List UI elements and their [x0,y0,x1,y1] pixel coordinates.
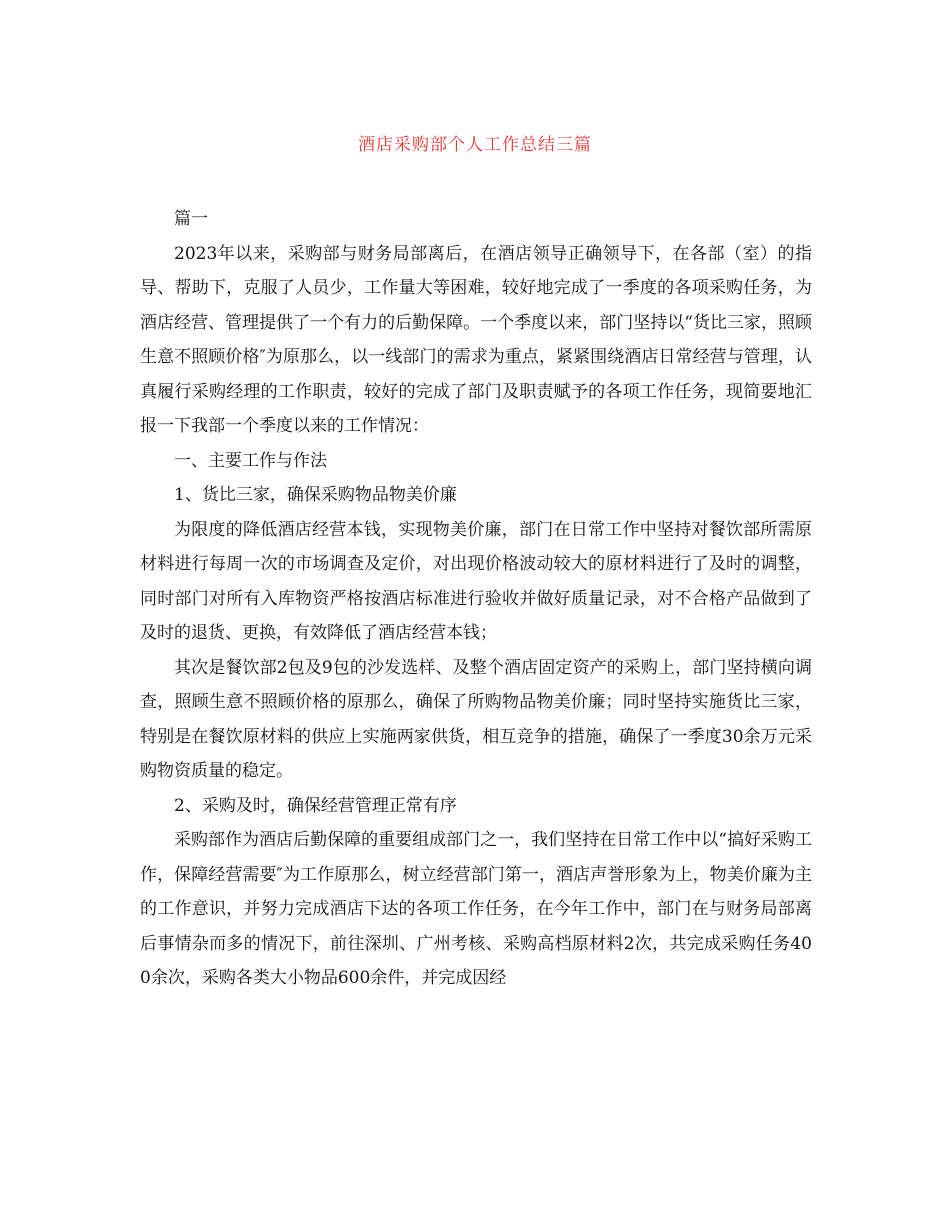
body-paragraph: 为限度的降低酒店经营本钱，实现物美价廉，部门在日常工作中坚持对餐饮部所需原材料进行每周一次的市场调查及定价，对出现价格波动较大的原材料进行了及时的调整，同时部门对所有入库物资严格按酒店标准进行验收并做好质量记录，对不合格产品做到了及时的退货、更换，有效降低了酒店经营本钱； [140,519,812,643]
sub-heading: 1、货比三家，确保采购物品物美价廉 [174,485,457,505]
body-paragraph: 其次是餐饮部2包及9包的沙发选样、及整个酒店固定资产的采购上，部门坚持横向调查，照顾生意不照顾价格的原那么，确保了所购物品物美价廉；同时坚持实施货比三家，特别是在餐饮原材料的供应上实施两家供货，相互竞争的措施，确保了一季度30余万元采购物资质量的稳定。 [140,657,812,781]
body-paragraph: 采购部作为酒店后勤保障的重要组成部门之一，我们坚持在日常工作中以“搞好采购工作，保障经营需要″为工作原那么，树立经营部门第一，酒店声誉形象为上，物美价廉为主的工作意识，并努力完成酒店下达的各项工作任务，在今年工作中，部门在与财务局部离后事情杂而多的情况下，前往深圳、广州考核、采购高档原材料2次，共完成采购任务400余次，采购各类大小物品600余件，并完成因经 [140,830,812,988]
section-heading: 一、主要工作与作法 [174,450,327,471]
document-title: 酒店采购部个人工作总结三篇 [358,135,592,155]
sub-heading: 2、采购及时，确保经营管理正常有序 [174,795,457,816]
body-paragraph: 2023年以来，采购部与财务局部离后，在酒店领导正确领导下，在各部（室）的指导、帮助下，克服了人员少，工作量大等困难，较好地完成了一季度的各项采购任务，为酒店经营、管理提供了一个有力的后勤保障。一个季度以来，部门坚持以“货比三家，照顾生意不照顾价格″为原那么，以一线部门的需求为重点，紧紧围绕酒店日常经营与管理，认真履行采购经理的工作职责，较好的完成了部门及职责赋予的各项工作任务，现简要地汇报一下我部一个季度以来的工作情况： [140,243,812,436]
section-heading-part-one: 篇一 [174,209,208,229]
document-body [140,202,812,996]
